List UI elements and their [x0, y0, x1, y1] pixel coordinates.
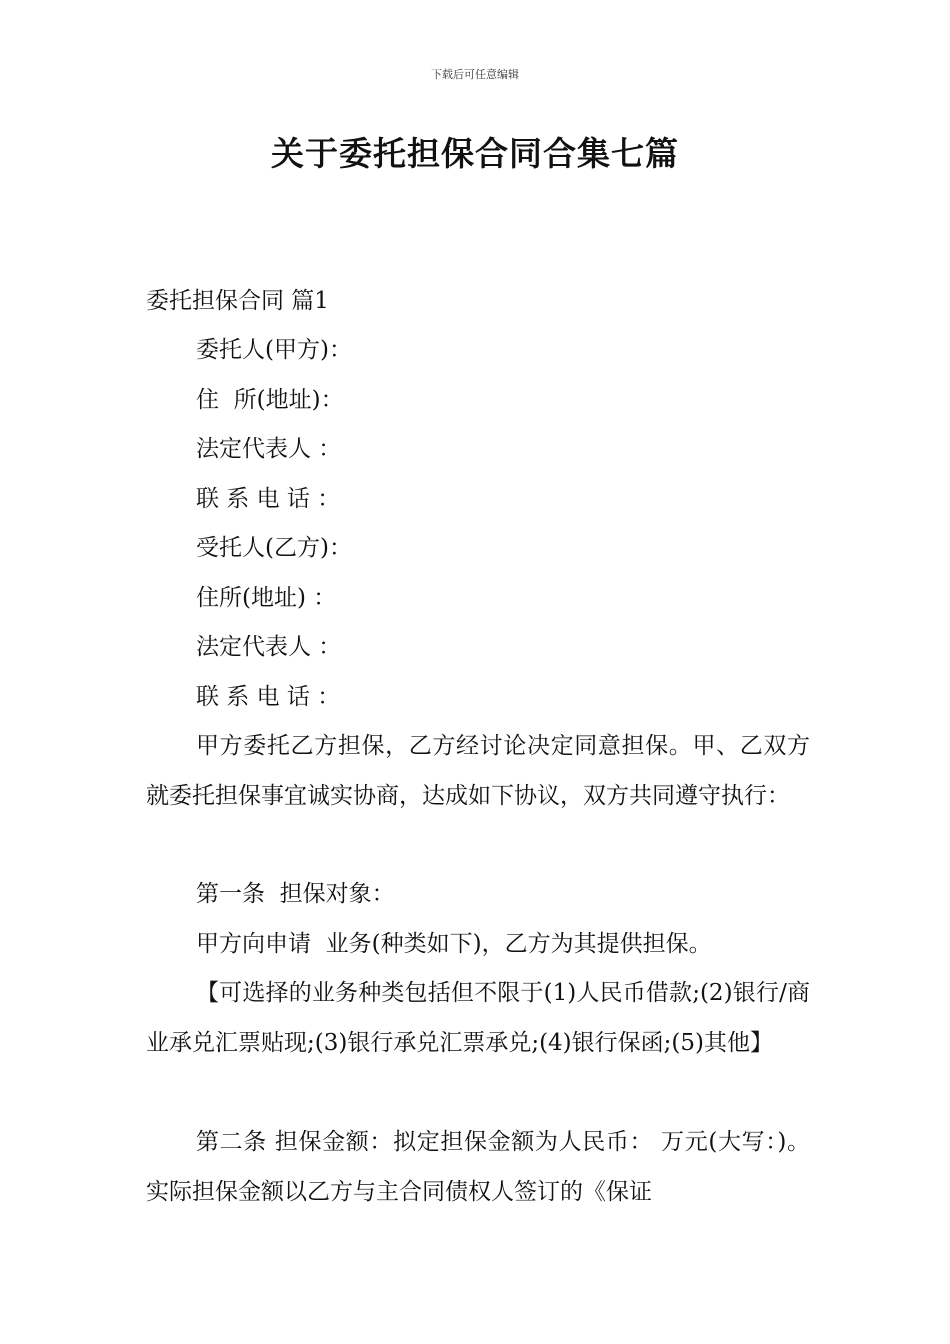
intro-paragraph: 甲方委托乙方担保，乙方经讨论决定同意担保。甲、乙双方就委托担保事宜诚实协商，达成如下协议，双方共同遵守执行： [146, 733, 810, 809]
header-note: 下载后可任意编辑 [431, 68, 519, 81]
field-principal: 委托人(甲方)： [196, 337, 352, 363]
article1-body: 甲方向申请 业务(种类如下)，乙方为其提供担保。 [196, 931, 712, 957]
field-principal-legal-rep: 法定代表人 ： [196, 436, 342, 462]
field-trustee: 受托人(乙方)： [196, 535, 352, 561]
article1-options: 【可选择的业务种类包括但不限于(1)人民币借款;(2)银行/商业承兑汇票贴现;(3)银行承兑汇票承兑;(4)银行保函;(5)其他】 [146, 980, 810, 1056]
section-heading: 委托担保合同 篇1 [146, 288, 329, 314]
field-trustee-legal-rep: 法定代表人 ： [196, 634, 342, 660]
field-trustee-address: 住所(地址) ： [196, 585, 337, 611]
field-principal-phone: 联 系 电 话 ： [196, 486, 341, 512]
article2-paragraph: 第二条 担保金额：拟定担保金额为人民币： 万元(大写：)。实际担保金额以乙方与主合同债权人签订的《保证 [146, 1129, 810, 1205]
article1-heading: 第一条 担保对象： [196, 881, 395, 907]
document-title: 关于委托担保合同合集七篇 [271, 134, 679, 173]
field-principal-address: 住 所(地址)： [196, 387, 344, 413]
field-trustee-phone: 联 系 电 话 ： [196, 684, 341, 710]
